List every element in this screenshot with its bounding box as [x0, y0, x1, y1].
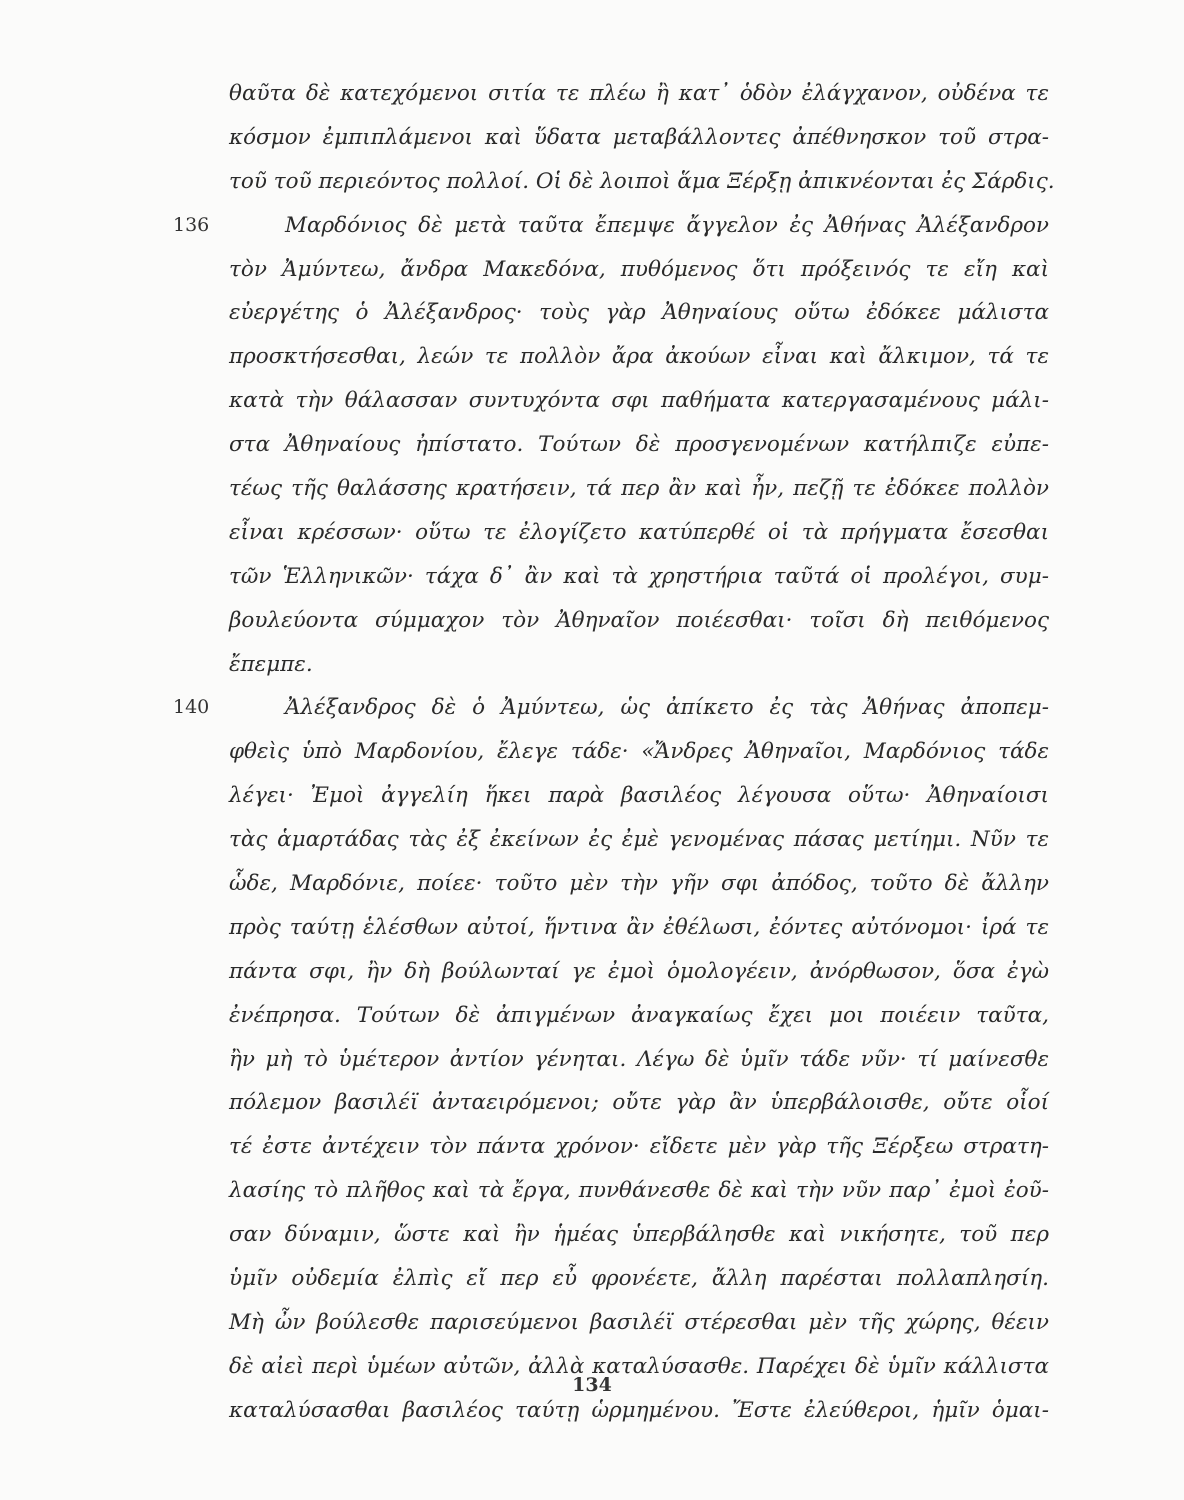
text-line: θαῦτα δὲ κατεχόμενοι σιτία τε πλέω ἢ κατ᾽ ὁδὸν ἐλάγχανον, οὐδένα τε — [229, 81, 1049, 106]
text-line: φθεὶς ὑπὸ Μαρδονίου, ἔλεγε τάδε· «Ἄνδρες Ἀθηναῖοι, Μαρδόνιος τάδε — [229, 739, 1049, 765]
text-line: ἐνέπρησα. Τούτων δὲ ἀπιγμένων ἀναγκαίως ἔχει μοι ποιέειν ταῦτα, — [229, 1002, 1049, 1028]
text-line: βουλεύοντα σύμμαχον τὸν Ἀθηναῖον ποιέεσθαι· τοῖσι δὴ πειθόμενος — [229, 607, 1049, 633]
text-line: ἢν μὴ τὸ ὑμέτερον ἀντίον γένηται. Λέγω δὲ ὑμῖν τάδε νῦν· τί μαίνεσθε — [229, 1046, 1049, 1072]
page-number: 134 — [572, 1374, 612, 1396]
text-line: λέγει· Ἐμοὶ ἀγγελίη ἥκει παρὰ βασιλέος λέγουσα οὕτω· Ἀθηναίοισι — [229, 783, 1049, 809]
text-line: καταλύσασθαι βασιλέος ταύτῃ ὡρμημένου. Ἔστε ἐλεύθεροι, ἡμῖν ὁμαι- — [229, 1397, 1049, 1423]
text-line: εὐεργέτης ὁ Ἀλέξανδρος· τοὺς γὰρ Ἀθηναίους οὕτω ἐδόκεε μάλιστα — [229, 300, 1049, 326]
text-line: τέως τῆς θαλάσσης κρατήσειν, τά περ ἂν καὶ ἦν, πεζῇ τε ἐδόκεε πολλὸν — [229, 476, 1049, 502]
text-line-content: Ἀλέξανδρος δὲ ὁ Ἀμύντεω, ὡς ἀπίκετο ἐς τὰς Ἀθήνας ἀποπεμ- — [285, 695, 1049, 721]
text-line: πάντα σφι, ἢν δὴ βούλωνταί γε ἐμοὶ ὁμολογέειν, ἀνόρθωσον, ὅσα ἐγὼ — [229, 958, 1049, 984]
text-line: ὑμῖν οὐδεμία ἐλπὶς εἴ περ εὖ φρονέετε, ἄλλη παρέσται πολλαπλησίη. — [229, 1266, 1049, 1292]
text-line: ὧδε, Μαρδόνιε, ποίεε· τοῦτο μὲν τὴν γῆν σφι ἀπόδος, τοῦτο δὲ ἄλλην — [229, 871, 1049, 897]
text-line: Μὴ ὦν βούλεσθε παρισεύμενοι βασιλέϊ στέρεσθαι μὲν τῆς χώρης, θέειν — [229, 1309, 1049, 1335]
text-line: στα Ἀθηναίους ἠπίστατο. Τούτων δὲ προσγενομένων κατήλπιζε εὐπε- — [229, 432, 1049, 458]
text-line: προσκτήσεσθαι, λεών τε πολλὸν ἄρα ἀκούων εἶναι καὶ ἄλκιμον, τά τε — [229, 344, 1049, 370]
text-line: δὲ αἰεὶ περὶ ὑμέων αὐτῶν, ἀλλὰ καταλύσασθε. Παρέχει δὲ ὑμῖν κάλλιστα — [229, 1353, 1049, 1379]
text-line: πόλεμον βασιλέϊ ἀνταειρόμενοι; οὔτε γὰρ ἂν ὑπερβάλοισθε, οὔτε οἷοί — [229, 1090, 1049, 1116]
text-line: εἶναι κρέσσων· οὕτω τε ἐλογίζετο κατύπερθέ οἱ τὰ πρήγματα ἔσεσθαι — [229, 519, 1049, 545]
line-number-136: 136 — [173, 213, 210, 236]
text-line: τῶν Ἑλληνικῶν· τάχα δ᾽ ἂν καὶ τὰ χρηστήρια ταῦτά οἱ προλέγοι, συμ- — [229, 563, 1049, 589]
text-line: τέ ἐστε ἀντέχειν τὸν πάντα χρόνον· εἴδετε μὲν γὰρ τῆς Ξέρξεω στρατη- — [229, 1134, 1049, 1160]
text-line: κόσμον ἐμπιπλάμενοι καὶ ὕδατα μεταβάλλοντες ἀπέθνησκον τοῦ στρα- — [229, 124, 1049, 150]
text-line-content: Μαρδόνιος δὲ μετὰ ταῦτα ἔπεμψε ἄγγελον ἐς Ἀθήνας Ἀλέξανδρον — [285, 212, 1049, 238]
text-line: ἔπεμπε. — [229, 651, 313, 677]
text-line: σαν δύναμιν, ὥστε καὶ ἢν ἡμέας ὑπερβάλησθε καὶ νικήσητε, τοῦ περ — [229, 1222, 1049, 1248]
text-line: πρὸς ταύτῃ ἑλέσθων αὐτοί, ἥντινα ἂν ἐθέλωσι, ἐόντες αὐτόνομοι· ἱρά τε — [229, 914, 1049, 940]
text-line: κατὰ τὴν θάλασσαν συντυχόντα σφι παθήματα κατεργασαμένους μάλι- — [229, 388, 1049, 414]
line-number-140: 140 — [173, 696, 210, 719]
text-line: λασίης τὸ πλῆθος καὶ τὰ ἔργα, πυνθάνεσθε δὲ καὶ τὴν νῦν παρ᾽ ἐμοὶ ἐοῦ- — [229, 1178, 1049, 1204]
text-line — [173, 204, 1049, 248]
text-line — [173, 686, 1049, 730]
text-line: τοῦ τοῦ περιεόντος πολλοί. Οἱ δὲ λοιποὶ ἅμα Ξέρξῃ ἀπικνέονται ἐς Σάρδις. — [229, 168, 1055, 194]
text-line: τὸν Ἀμύντεω, ἄνδρα Μακεδόνα, πυθόμενος ὅτι πρόξεινός τε εἴη καὶ — [229, 256, 1049, 282]
text-line: τὰς ἁμαρτάδας τὰς ἐξ ἐκείνων ἐς ἐμὲ γενομένας πάσας μετίημι. Νῦν τε — [229, 827, 1049, 853]
body-text — [173, 72, 1055, 1433]
